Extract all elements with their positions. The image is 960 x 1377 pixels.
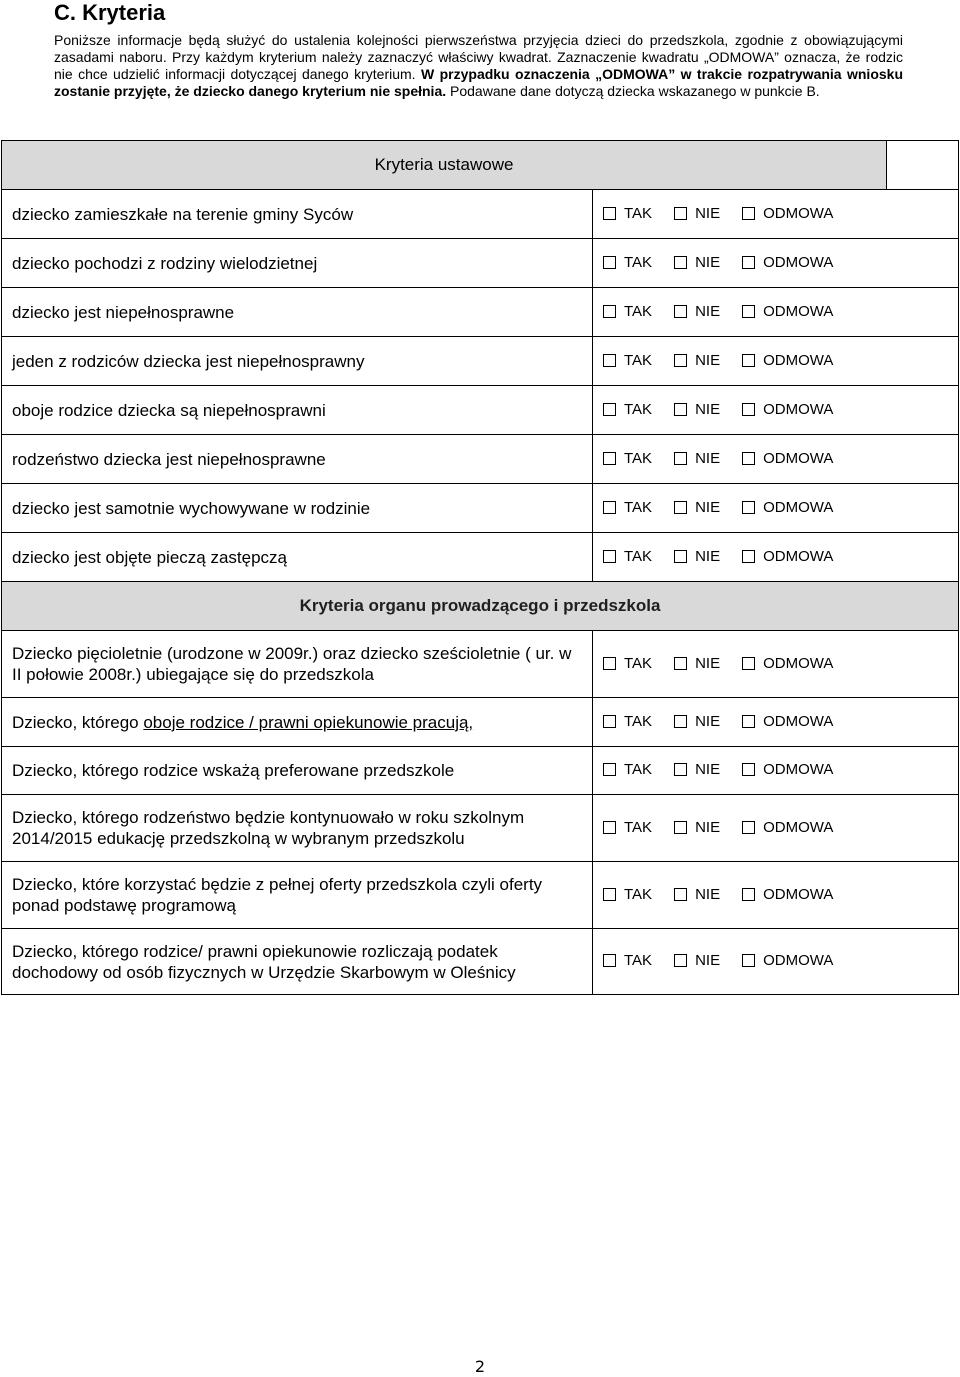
options-cell (593, 795, 959, 862)
checkbox-icon[interactable] (742, 305, 755, 318)
option-odmowa[interactable] (742, 205, 833, 222)
option-tak[interactable] (603, 819, 652, 836)
option-nie[interactable] (674, 450, 720, 467)
option-label: ODMOWA (763, 885, 834, 903)
option-label: ODMOWA (763, 351, 834, 369)
option-odmowa[interactable] (742, 352, 833, 369)
section-title: Kryteria organu prowadzącego i przedszkola (2, 582, 959, 631)
checkbox-icon[interactable] (674, 715, 687, 728)
intro-bold-text: W przypadku oznaczenia „ODMOWA” w trakcie rozpatrywania wniosku zostanie przyjęte, że dziecko danego kryterium nie spełnia. (54, 66, 903, 99)
criterion-row (2, 698, 959, 747)
option-odmowa[interactable] (742, 401, 833, 418)
option-label: NIE (695, 761, 721, 778)
checkbox-icon[interactable] (742, 207, 755, 220)
option-label: ODMOWA (763, 761, 834, 778)
option-tak[interactable] (603, 548, 652, 565)
option-tak[interactable] (603, 254, 652, 271)
criterion-row (2, 190, 959, 239)
options-cell (593, 698, 959, 747)
checkbox-icon[interactable] (674, 403, 687, 416)
checkbox-icon[interactable] (674, 550, 687, 563)
checkbox-icon[interactable] (742, 501, 755, 514)
checkbox-icon[interactable] (603, 657, 616, 670)
option-label: ODMOWA (763, 712, 834, 730)
option-tak[interactable] (603, 655, 652, 672)
criterion-row (2, 929, 959, 995)
options-cell (593, 190, 959, 239)
option-label: NIE (695, 253, 721, 271)
option-label: ODMOWA (763, 204, 834, 222)
checkbox-icon[interactable] (674, 763, 687, 776)
criterion-label: Dziecko pięcioletnie (urodzone w 2009r.) oraz dziecko sześcioletnie ( ur. w II połowie 2008r.) ubiegające się do przedszkola (2, 631, 593, 698)
checkbox-icon[interactable] (674, 821, 687, 834)
option-label: TAK (624, 253, 653, 271)
option-label: TAK (624, 654, 653, 672)
section-title: Kryteria ustawowe (2, 141, 887, 190)
criterion-row (2, 862, 959, 929)
option-label: ODMOWA (763, 952, 834, 969)
option-label: ODMOWA (763, 400, 834, 418)
checkbox-icon[interactable] (603, 305, 616, 318)
option-tak[interactable] (603, 499, 652, 516)
checkbox-icon[interactable] (603, 954, 616, 967)
option-tak[interactable] (603, 352, 652, 369)
option-nie[interactable] (674, 761, 720, 778)
option-tak[interactable] (603, 450, 652, 467)
checkbox-icon[interactable] (603, 763, 616, 776)
checkbox-icon[interactable] (742, 888, 755, 901)
option-nie[interactable] (674, 548, 720, 565)
option-label: TAK (624, 818, 653, 836)
option-label: NIE (695, 952, 721, 969)
criterion-label-underlined: oboje rodzice / prawni opiekunowie pracują, (143, 712, 474, 732)
checkbox-icon[interactable] (742, 550, 755, 563)
checkbox-icon[interactable] (742, 403, 755, 416)
option-label: ODMOWA (763, 654, 834, 672)
checkbox-icon[interactable] (742, 715, 755, 728)
options-cell (593, 239, 959, 288)
options-cell (593, 337, 959, 386)
option-nie[interactable] (674, 819, 720, 836)
options-cell (593, 929, 959, 995)
option-odmowa[interactable] (742, 548, 833, 565)
criterion-label: Dziecko, którego rodzeństwo będzie kontynuowało w roku szkolnym 2014/2015 edukację przedszkolną w wybranym przedszkolu (2, 795, 593, 862)
checkbox-icon[interactable] (742, 256, 755, 269)
criterion-row (2, 747, 959, 795)
option-nie[interactable] (674, 303, 720, 320)
option-label: TAK (624, 761, 653, 778)
option-nie[interactable] (674, 952, 720, 969)
criterion-row (2, 337, 959, 386)
criterion-label: Dziecko, które korzystać będzie z pełnej oferty przedszkola czyli oferty ponad podstawę programową (2, 862, 593, 929)
criterion-label-prefix: Dziecko, którego (12, 712, 144, 732)
checkbox-icon[interactable] (674, 452, 687, 465)
criterion-label: dziecko pochodzi z rodziny wielodzietnej (2, 239, 593, 288)
option-label: TAK (624, 204, 653, 222)
checkbox-icon[interactable] (603, 403, 616, 416)
criterion-label: Dziecko, którego rodzice/ prawni opiekunowie rozliczają podatek dochodowy od osób fizycznych w Urzędzie Skarbowym w Oleśnicy (2, 929, 593, 995)
checkbox-icon[interactable] (603, 501, 616, 514)
option-label: TAK (624, 547, 653, 565)
option-nie[interactable] (674, 655, 720, 672)
criterion-label: dziecko jest niepełnosprawne (2, 288, 593, 337)
option-label: TAK (624, 400, 653, 418)
criterion-row (2, 484, 959, 533)
criterion-label: dziecko zamieszkałe na terenie gminy Syców (2, 190, 593, 239)
criterion-row (2, 795, 959, 862)
option-odmowa[interactable] (742, 761, 833, 778)
option-label: TAK (624, 952, 653, 969)
checkbox-icon[interactable] (603, 715, 616, 728)
option-label: NIE (695, 351, 721, 369)
option-odmowa[interactable] (742, 713, 833, 730)
option-label: NIE (695, 498, 721, 516)
options-cell (593, 862, 959, 929)
option-odmowa[interactable] (742, 499, 833, 516)
checkbox-icon[interactable] (674, 657, 687, 670)
checkbox-icon[interactable] (674, 354, 687, 367)
options-cell (593, 386, 959, 435)
header-spacer-cell (887, 141, 959, 190)
checkbox-icon[interactable] (742, 354, 755, 367)
option-odmowa[interactable] (742, 254, 833, 271)
option-nie[interactable] (674, 886, 720, 903)
options-cell (593, 288, 959, 337)
option-label: NIE (695, 400, 721, 418)
criterion-row (2, 239, 959, 288)
option-label: NIE (695, 302, 721, 320)
option-label: TAK (624, 885, 653, 903)
option-label: NIE (695, 449, 721, 467)
page-number: 2 (474, 1357, 486, 1376)
option-nie[interactable] (674, 499, 720, 516)
checkbox-icon[interactable] (603, 550, 616, 563)
option-label: NIE (695, 204, 721, 222)
intro-text: Poniższe informacje będą służyć do ustalenia kolejności pierwszeństwa przyjęcia dzieci do przedszkola, zgodnie z obowiązującymi zasadami naboru. Przy każdym kryterium należy zaznaczyć właściwy kwadrat. Zaznaczenie kwadratu „ODMOWA” oznacza, że rodzic nie chce udzielić informacji dotyczącej danego kryterium. (54, 32, 903, 82)
option-label: ODMOWA (763, 498, 834, 516)
option-label: NIE (695, 712, 721, 730)
options-cell (593, 747, 959, 795)
option-label: NIE (695, 547, 721, 565)
checkbox-icon[interactable] (674, 501, 687, 514)
option-tak[interactable] (603, 761, 652, 778)
option-label: TAK (624, 498, 653, 516)
option-odmowa[interactable] (742, 655, 833, 672)
checkbox-icon[interactable] (603, 354, 616, 367)
option-tak[interactable] (603, 952, 652, 969)
option-odmowa[interactable] (742, 886, 833, 903)
criterion-row (2, 631, 959, 698)
option-label: ODMOWA (763, 253, 834, 271)
checkbox-icon[interactable] (674, 256, 687, 269)
criterion-row (2, 288, 959, 337)
checkbox-icon[interactable] (742, 821, 755, 834)
checkbox-icon[interactable] (674, 305, 687, 318)
checkbox-icon[interactable] (674, 954, 687, 967)
option-label: TAK (624, 712, 653, 730)
option-label: NIE (695, 654, 721, 672)
option-nie[interactable] (674, 205, 720, 222)
criterion-label: oboje rodzice dziecka są niepełnosprawni (2, 386, 593, 435)
option-tak[interactable] (603, 205, 652, 222)
option-nie[interactable] (674, 352, 720, 369)
criterion-label: jeden z rodziców dziecka jest niepełnosprawny (2, 337, 593, 386)
criterion-label: rodzeństwo dziecka jest niepełnosprawne (2, 435, 593, 484)
option-label: ODMOWA (763, 302, 834, 320)
criterion-label (2, 698, 593, 747)
option-odmowa[interactable] (742, 450, 833, 467)
section-header-row (2, 582, 959, 631)
criterion-row (2, 533, 959, 582)
checkbox-icon[interactable] (742, 763, 755, 776)
checkbox-icon[interactable] (603, 207, 616, 220)
option-tak[interactable] (603, 713, 652, 730)
section-header-row (2, 141, 959, 190)
option-odmowa[interactable] (742, 819, 833, 836)
option-label: NIE (695, 885, 721, 903)
section-heading: C. Kryteria (54, 0, 166, 25)
criterion-label: dziecko jest samotnie wychowywane w rodzinie (2, 484, 593, 533)
checkbox-icon[interactable] (674, 207, 687, 220)
option-odmowa[interactable] (742, 952, 833, 969)
checkbox-icon[interactable] (742, 452, 755, 465)
option-label: NIE (695, 818, 721, 836)
option-label: ODMOWA (763, 547, 834, 565)
option-tak[interactable] (603, 401, 652, 418)
checkbox-icon[interactable] (674, 888, 687, 901)
checkbox-icon[interactable] (603, 452, 616, 465)
option-tak[interactable] (603, 886, 652, 903)
checkbox-icon[interactable] (603, 888, 616, 901)
option-label: ODMOWA (763, 818, 834, 836)
criterion-label: Dziecko, którego rodzice wskażą preferowane przedszkole (2, 747, 593, 795)
criterion-label: dziecko jest objęte pieczą zastępczą (2, 533, 593, 582)
criterion-row (2, 386, 959, 435)
checkbox-icon[interactable] (742, 954, 755, 967)
checkbox-icon[interactable] (603, 821, 616, 834)
checkbox-icon[interactable] (603, 256, 616, 269)
checkbox-icon[interactable] (742, 657, 755, 670)
intro-text-end: Podawane dane dotyczą dziecka wskazanego w punkcie B. (450, 83, 820, 99)
option-nie[interactable] (674, 254, 720, 271)
options-cell (593, 435, 959, 484)
option-label: TAK (624, 351, 653, 369)
criterion-row (2, 435, 959, 484)
option-label: ODMOWA (763, 449, 834, 467)
option-nie[interactable] (674, 713, 720, 730)
options-cell (593, 484, 959, 533)
options-cell (593, 631, 959, 698)
option-tak[interactable] (603, 303, 652, 320)
options-cell (593, 533, 959, 582)
criteria-table (1, 140, 959, 995)
option-label: TAK (624, 302, 653, 320)
option-nie[interactable] (674, 401, 720, 418)
option-odmowa[interactable] (742, 303, 833, 320)
option-label: TAK (624, 449, 653, 467)
intro-paragraph (54, 32, 903, 100)
